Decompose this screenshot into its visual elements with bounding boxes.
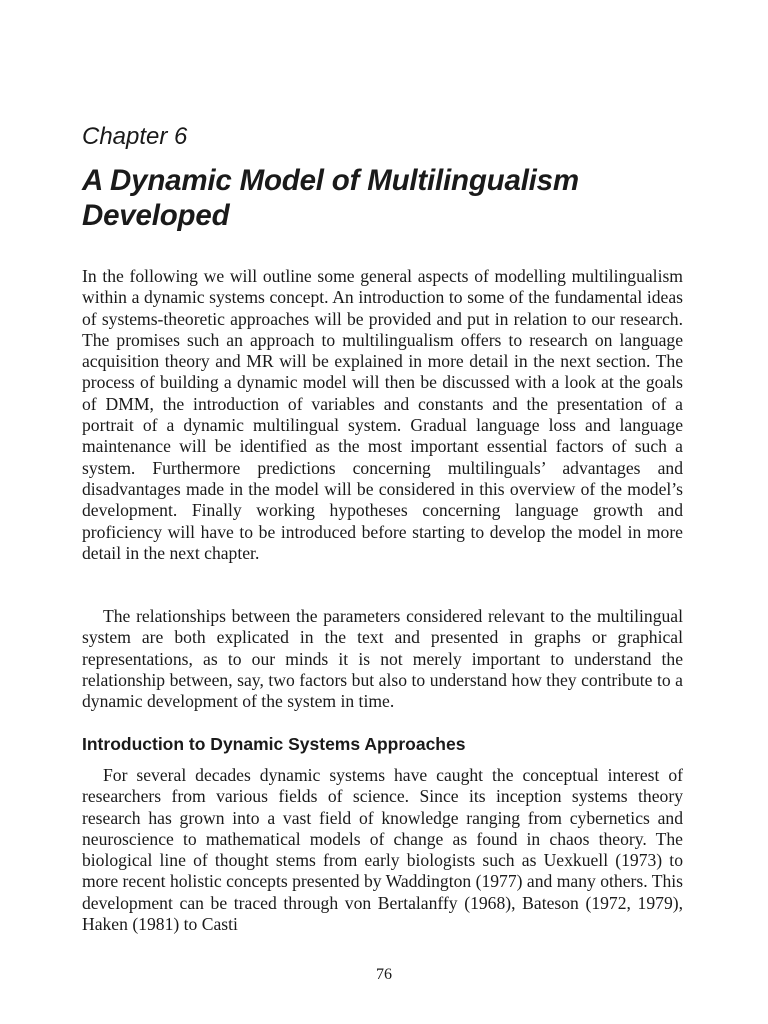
section-heading: Introduction to Dynamic Systems Approaches	[82, 734, 466, 754]
body-paragraph-dynamic-systems: For several decades dynamic systems have caught the conceptual interest of researchers from various fields of science. Since its inception systems theory research has grown into a vast field of knowledge ranging from cybernetics and neuroscience to mathematical models of change as found in chaos theory. The biological line of thought stems from early biologists such as Uexkuell (1973) to more recent holistic concepts presented by Waddington (1977) and many others. This development can be traced through von Bertalanffy (1968), Bateson (1972, 1979), Haken (1981) to Casti	[82, 765, 683, 935]
page-number: 76	[376, 966, 392, 983]
body-paragraph-intro: In the following we will outline some general aspects of modelling multilingualism within a dynamic systems concept. An introduction to some of the fundamental ideas of systems-theoretic approaches will be provided and put in relation to our research. The promises such an approach to multilingualism offers to research on language acquisition theory and MR will be explained in more detail in the next section. The process of building a dynamic model will then be discussed with a look at the goals of DMM, the introduction of variables and constants and the presentation of a portrait of a dynamic multilingual system. Gradual language loss and language maintenance will be identified as the most important essential factors of such a system. Furthermore predictions concerning multilinguals’ advantages and disadvantages made in the model will be considered in this overview of the model’s development. Finally working hypotheses concerning language growth and proficiency will have to be introduced before starting to develop the model in more detail in the next chapter.	[82, 266, 683, 563]
chapter-title: A Dynamic Model of Multilingualism Developed	[82, 164, 579, 232]
chapter-label: Chapter 6	[82, 123, 188, 150]
body-paragraph-relationships: The relationships between the parameters considered relevant to the multilingual system are both explicated in the text and presented in graphs or graphical representations, as to our minds it is not merely important to understand the relationship between, say, two factors but also to understand how they contribute to a dynamic development of the system in time.	[82, 606, 683, 712]
